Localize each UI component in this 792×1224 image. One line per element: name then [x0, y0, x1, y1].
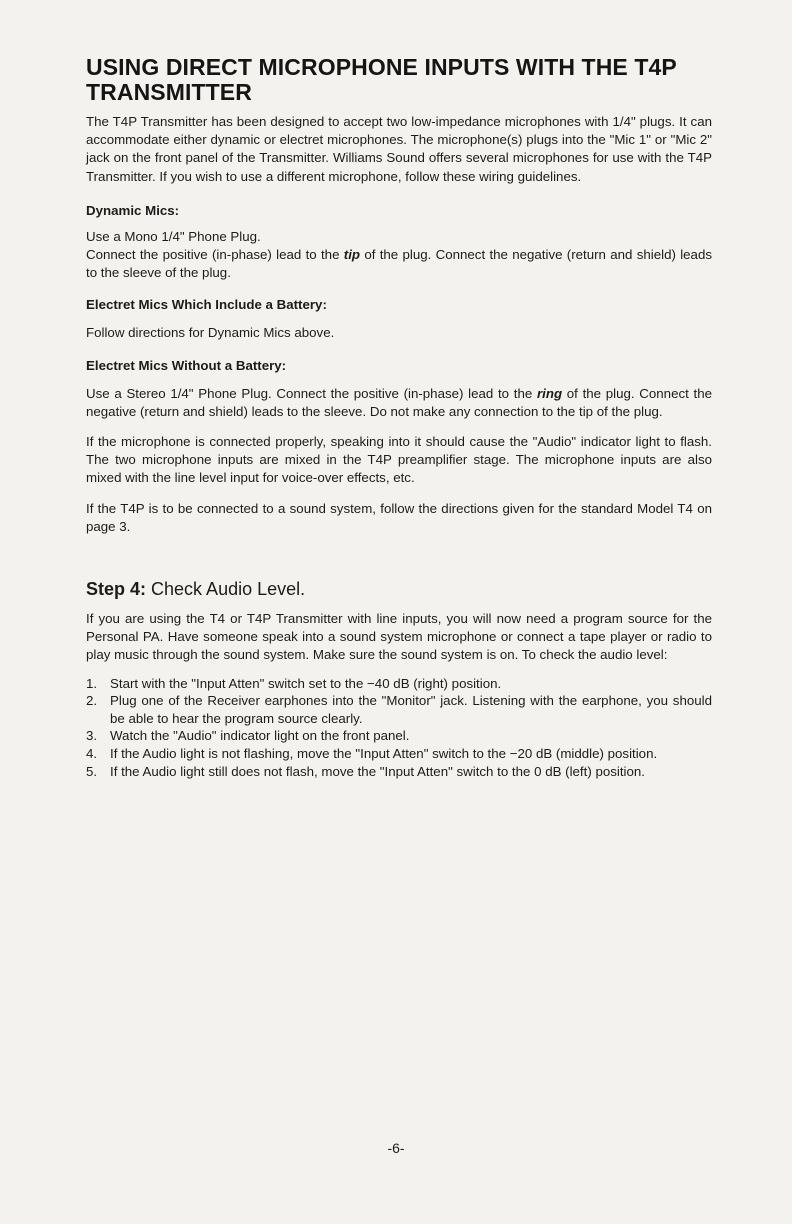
- electret-no-battery-paragraph: Use a Stereo 1/4" Phone Plug. Connect the positive (in-phase) lead to the ring of the plug. Connect the negative (return and shield) leads to the sleeve. Do not make any connection to the tip of the plug.: [86, 385, 712, 419]
- list-item: 1. Start with the "Input Atten" switch set to the −40 dB (right) position.: [86, 675, 502, 691]
- electret-no-battery-heading: Electret Mics Without a Battery:: [86, 357, 287, 373]
- manual-page: [86, 55, 712, 780]
- dynamic-mics-heading: Dynamic Mics:: [86, 202, 180, 218]
- tip-emphasis: tip: [343, 247, 361, 263]
- step-title: Check Audio Level.: [151, 579, 306, 600]
- step-intro-paragraph: If you are using the T4 or T4P Transmitter with line inputs, you will now need a program source for the Personal PA. Have someone speak into a sound system microphone or connect a tape player or radio to play music through the sound system. Make sure the sound system is on. To check the audio level:: [86, 611, 712, 663]
- electret-battery-paragraph: Follow directions for Dynamic Mics above.: [86, 325, 335, 341]
- electret-battery-heading: Electret Mics Which Include a Battery:: [86, 297, 327, 313]
- connected-paragraph: If the microphone is connected properly, speaking into it should cause the "Audio" indicator light to flash. The two microphone inputs are mixed in the T4P preamplifier stage. The microphone inputs are also mixed with the line level input for voice-over effects, etc.: [86, 434, 712, 486]
- page-title: USING DIRECT MICROPHONE INPUTS WITH THE T4P TRANSMITTER: [86, 54, 677, 105]
- ring-emphasis: ring: [536, 385, 563, 401]
- dynamic-mics-paragraph: Connect the positive (in-phase) lead to the tip of the plug. Connect the negative (return and shield) leads to the sleeve of the plug.: [86, 247, 712, 281]
- list-item: 2. Plug one of the Receiver earphones into the "Monitor" jack. Listening with the earphone, you should be able to hear the program source clearly.: [86, 693, 712, 726]
- list-item: 4. If the Audio light is not flashing, move the "Input Atten" switch to the −20 dB (middle) position.: [86, 746, 658, 762]
- list-item: 3. Watch the "Audio" indicator light on the front panel.: [86, 728, 410, 744]
- steps-list: [86, 675, 712, 781]
- dynamic-mics-line: Use a Mono 1/4" Phone Plug.: [86, 228, 261, 244]
- sound-system-paragraph: If the T4P is to be connected to a sound system, follow the directions given for the standard Model T4 on page 3.: [86, 500, 712, 534]
- step-label: Step 4:: [86, 579, 147, 600]
- list-item: 5. If the Audio light still does not flash, move the "Input Atten" switch to the 0 dB (left) position.: [86, 763, 645, 779]
- step-heading: [86, 578, 712, 600]
- page-number: -6-: [387, 1140, 405, 1156]
- intro-paragraph: The T4P Transmitter has been designed to accept two low-impedance microphones with 1/4" plugs. It can accommodate either dynamic or electret microphones. The microphone(s) plugs into the "Mic 1" or "Mic 2" jack on the front panel of the Transmitter. Williams Sound offers several microphones for use with the T4P Transmitter. If you wish to use a different microphone, follow these wiring guidelines.: [86, 114, 712, 184]
